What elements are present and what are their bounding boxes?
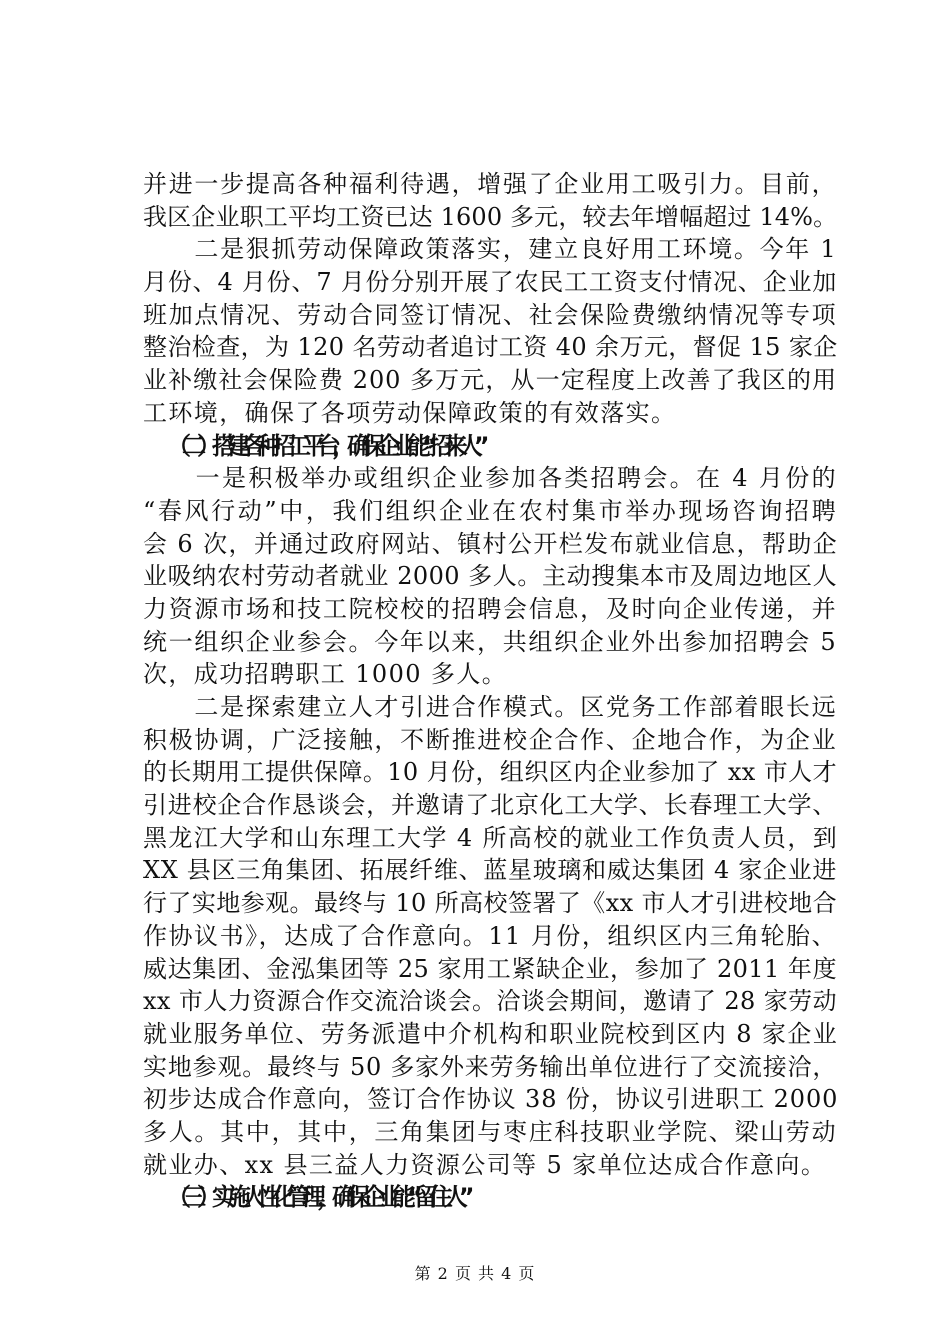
paragraph-line: 一是积极举办或组织企业参加各类招聘会。在 4 月份的: [143, 464, 837, 493]
paragraph-line: 初步达成合作意向，签订合作协议 38 份，协议引进职工 2000: [143, 1085, 839, 1114]
paragraph-line: 我区企业职工平均工资已达 1600 多元，较去年增幅超过 14%。: [143, 202, 838, 231]
paragraph-line: 并进一步提高各种福利待遇，增强了企业用工吸引力。目前，: [143, 170, 837, 198]
paragraph-line: 统一组织企业参会。今年以来，共组织企业外出参加招聘会 5: [143, 627, 837, 656]
section-heading: （三）实施人性化管理，确保企业能“留住人”: [167, 1183, 466, 1212]
paragraph-line: 会 6 次，并通过政府网站、镇村公开栏发布就业信息，帮助企: [143, 529, 839, 558]
paragraph-line: 力资源市场和技工院校校的招聘会信息，及时向企业传递，并: [143, 594, 837, 623]
paragraph-line: xx 市人力资源合作交流洽谈会。洽谈会期间，邀请了 28 家劳动: [143, 987, 837, 1016]
paragraph-line: 次，成功招聘职工 1000 多人。: [143, 660, 508, 689]
paragraph-line: 就业服务单位、劳务派遣中介机构和职业院校到区内 8 家企业: [143, 1019, 839, 1048]
paragraph-line: 黑龙江大学和山东理工大学 4 所高校的就业工作负责人员，到: [143, 823, 839, 852]
paragraph-line: “春风行动”中，我们组织企业在农村集市举办现场咨询招聘: [143, 496, 837, 525]
paragraph-line: 多人。其中，其中，三角集团与枣庄科技职业学院、梁山劳动: [143, 1117, 837, 1146]
paragraph-line: 作协议书》，达成了合作意向。11 月份，组织区内三角轮胎、: [143, 921, 837, 950]
page-number-footer: 第 2 页 共 4 页: [414, 1264, 536, 1283]
paragraph-line: 二是探索建立人才引进合作模式。区党务工作部着眼长远: [143, 693, 837, 721]
paragraph-line: 整治检查，为 120 名劳动者追讨工资 40 余万元，督促 15 家企: [143, 333, 838, 362]
paragraph-line: 业吸纳农村劳动者就业 2000 多人。主动搜集本市及周边地区人: [143, 562, 837, 591]
paragraph-line: XX 县区三角集团、拓展纤维、蓝星玻璃和威达集团 4 家企业进: [143, 856, 837, 885]
paragraph-line: 实地参观。最终与 50 多家外来劳务输出单位进行了交流接洽，: [143, 1052, 837, 1081]
paragraph-line: 班加点情况、劳动合同签订情况、社会保险费缴纳情况等专项: [143, 300, 837, 329]
document-body: [143, 168, 837, 1214]
paragraph-line: 积极协调，广泛接触，不断推进校企合作、企地合作，为企业: [143, 725, 837, 754]
paragraph-line: 二是狠抓劳动保障政策落实，建立良好用工环境。今年 1: [143, 235, 837, 264]
section-heading: （二）搭建各种招工平台，确保企业能“招来人”: [167, 431, 481, 460]
paragraph-line: 引进校企合作恳谈会，并邀请了北京化工大学、长春理工大学、: [143, 791, 837, 820]
paragraph-line: 月份、4 月份、7 月份分别开展了农民工工资支付情况、企业加: [143, 268, 837, 297]
paragraph-line: 的长期用工提供保障。10 月份，组织区内企业参加了 xx 市人才: [143, 758, 837, 787]
paragraph-line: 威达集团、金泓集团等 25 家用工紧缺企业，参加了 2011 年度: [143, 954, 837, 983]
paragraph-line: 业补缴社会保险费 200 多万元，从一定程度上改善了我区的用: [143, 366, 837, 395]
paragraph-line: 就业办、xx 县三益人力资源公司等 5 家单位达成合作意向。: [143, 1150, 827, 1179]
paragraph-line: 工环境，确保了各项劳动保障政策的有效落实。: [143, 398, 677, 427]
paragraph-line: 行了实地参观。最终与 10 所高校签署了《xx 市人才引进校地合: [143, 889, 837, 918]
